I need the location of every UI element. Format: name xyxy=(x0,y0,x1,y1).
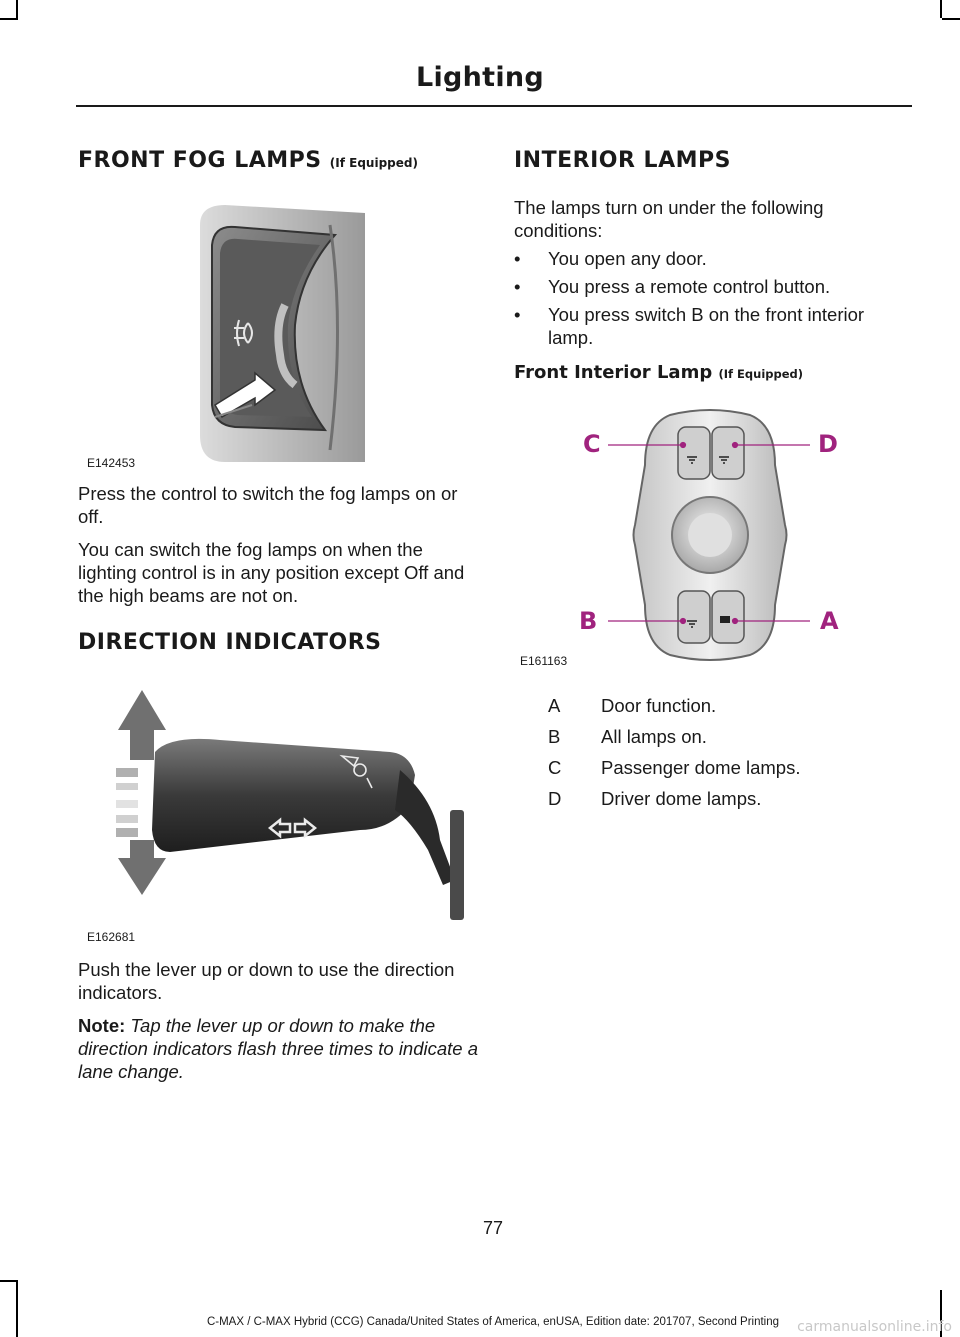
interior-intro xyxy=(514,196,914,242)
bullet-text: You press switch B on the front interior lamp. xyxy=(548,304,865,348)
callout-c: C xyxy=(583,430,601,458)
key-label: B xyxy=(548,726,561,747)
front-lamp-title xyxy=(514,362,803,383)
interior-section-title xyxy=(514,148,731,173)
bullet-text: You press a remote control button. xyxy=(548,276,831,297)
fog-switch-illustration xyxy=(200,205,365,462)
key-value: Driver dome lamps. xyxy=(601,788,762,809)
page-title: Lighting xyxy=(415,62,545,93)
front-lamp-figure xyxy=(570,405,850,665)
crop-mark xyxy=(0,18,18,20)
note-label: Note: xyxy=(78,1015,126,1036)
watermark: carmanualsonline.info xyxy=(797,1319,952,1335)
crop-mark xyxy=(16,0,18,18)
crop-mark xyxy=(942,18,960,20)
fog-section-title xyxy=(78,148,418,173)
key-label: A xyxy=(548,695,561,716)
crop-mark xyxy=(16,1280,18,1337)
bullet-dot: • xyxy=(514,248,521,269)
direction-title: DIRECTION INDICATORS xyxy=(78,630,382,655)
crop-mark xyxy=(0,1280,18,1282)
edition-footer: C-MAX / C-MAX Hybrid (CCG) Canada/United States of America, enUSA, Edition date: 201707, Second Printing xyxy=(206,1316,780,1328)
page-number: 77 xyxy=(482,1218,504,1238)
header-rule xyxy=(76,105,912,107)
interior-intro-text: The lamps turn on under the following conditions: xyxy=(514,197,824,241)
fog-title: FRONT FOG LAMPS xyxy=(78,148,322,173)
fog-equip-note: (If Equipped) xyxy=(329,156,418,170)
fog-paragraph-2: You can switch the fog lamps on when the lighting control is in any position except Off and the high beams are not on. xyxy=(78,539,465,606)
key-value: Passenger dome lamps. xyxy=(601,757,801,778)
bullet-dot: • xyxy=(514,276,521,297)
direction-lever-figure xyxy=(110,680,478,925)
callout-b: B xyxy=(579,607,598,635)
front-interior-lamp-illustration xyxy=(570,405,850,665)
front-lamp-equip-note: (If Equipped) xyxy=(718,367,804,381)
front-lamp-title-text: Front Interior Lamp xyxy=(514,362,713,383)
direction-note xyxy=(78,1014,478,1083)
fog-figure-id: E142453 xyxy=(87,456,136,470)
front-lamp-figure-id: E161163 xyxy=(520,654,568,668)
crop-mark xyxy=(940,0,942,18)
fog-text xyxy=(78,482,478,607)
callout-a: A xyxy=(820,607,839,635)
fog-paragraph-1: Press the control to switch the fog lamps on or off. xyxy=(78,483,458,527)
direction-paragraph-1: Push the lever up or down to use the direction indicators. xyxy=(78,959,455,1003)
key-label: C xyxy=(548,757,562,778)
direction-figure-id: E162681 xyxy=(87,930,136,944)
key-label: D xyxy=(548,788,562,809)
direction-text xyxy=(78,958,478,1083)
interior-title: INTERIOR LAMPS xyxy=(514,148,731,173)
note-text: Tap the lever up or down to make the direction indicators flash three times to indicate a lane change. xyxy=(78,1015,479,1082)
callout-d: D xyxy=(818,430,838,458)
direction-section-title xyxy=(78,630,382,655)
key-value: All lamps on. xyxy=(601,726,707,747)
indicator-lever-illustration xyxy=(110,680,478,925)
fog-lamp-figure xyxy=(200,205,365,462)
bullet-dot: • xyxy=(514,304,521,325)
bullet-text: You open any door. xyxy=(548,248,707,269)
key-value: Door function. xyxy=(601,695,717,716)
